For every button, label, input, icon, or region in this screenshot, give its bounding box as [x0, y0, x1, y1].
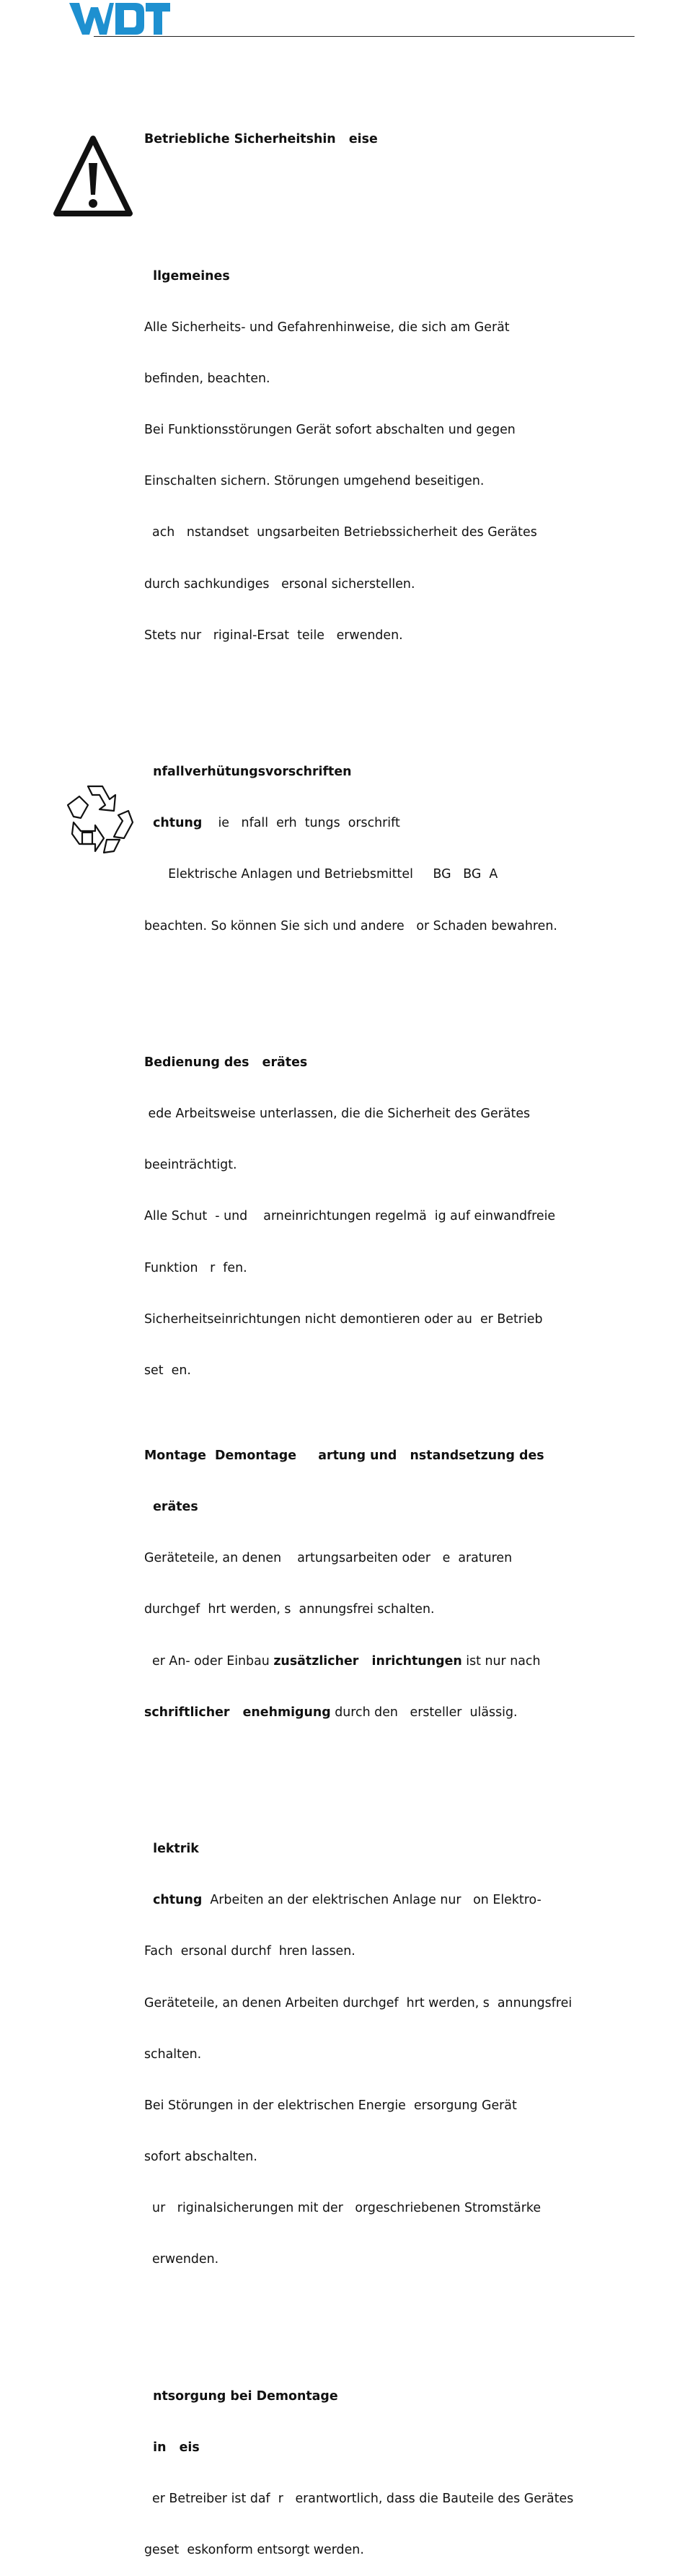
paragraph-line: Geräteteile, an denen Arbeiten durchgef hrt werden, s annungsfrei	[144, 1995, 573, 2010]
page-title: Betriebliche Sicherheitshin eise	[144, 132, 378, 147]
paragraph-line: erwenden.	[144, 2252, 219, 2267]
document-body	[144, 97, 649, 2576]
section-heading-unfall: nfallverhütungsvorschriften	[144, 765, 352, 780]
paragraph-line: Alle Schut - und arneinrichtungen regelmä ig auf einwandfreie	[144, 1209, 556, 1224]
section-heading-entsorgung: ntsorgung bei Demontage	[144, 2388, 338, 2404]
paragraph-line: sofort abschalten.	[144, 2149, 257, 2164]
paragraph-line: geset eskonform entsorgt werden.	[144, 2542, 364, 2557]
header-rule	[94, 36, 635, 37]
paragraph-line: Fach ersonal durchf hren lassen.	[144, 1944, 355, 1959]
paragraph-line: befinden, beachten.	[144, 372, 270, 387]
warning-triangle-icon	[52, 134, 134, 219]
paragraph-line: schalten.	[144, 2047, 202, 2062]
paragraph-line: Alle Sicherheits- und Gefahrenhinweise, die sich am Gerät	[144, 320, 510, 335]
paragraph-line: Funktion r fen.	[144, 1260, 247, 1275]
paragraph-line: schriftlicher enehmigung durch den ersteller ulässig.	[144, 1705, 518, 1720]
hinweis-label: in eis	[144, 2440, 200, 2455]
section-heading-elektrik: lektrik	[144, 1842, 199, 1857]
paragraph-line: Bei Störungen in der elektrischen Energie ersorgung Gerät	[144, 2098, 517, 2113]
paragraph-line: Sicherheitseinrichtungen nicht demontieren oder au er Betrieb	[144, 1311, 543, 1327]
section-heading-montage-cont: erätes	[144, 1500, 198, 1515]
paragraph-line: Geräteteile, an denen artungsarbeiten oder e araturen	[144, 1551, 513, 1566]
recycle-icon	[66, 781, 134, 856]
paragraph-line: ur riginalsicherungen mit der orgeschriebenen Stromstärke	[144, 2200, 542, 2215]
paragraph-line: er An- oder Einbau zusätzlicher inrichtungen ist nur nach	[144, 1653, 541, 1669]
paragraph-line: ede Arbeitsweise unterlassen, die die Sicherheit des Gerätes	[144, 1107, 531, 1122]
section-heading-allgemeines: llgemeines	[144, 269, 230, 283]
paragraph-line: beachten. So können Sie sich und andere or Schaden bewahren.	[144, 918, 557, 933]
paragraph-line: ach nstandset ungsarbeiten Betriebssicherheit des Gerätes	[144, 525, 537, 540]
paragraph-line: Elektrische Anlagen und Betriebsmittel BG BG A	[144, 867, 498, 882]
wdt-logo	[69, 1, 170, 36]
section-heading-montage: Montage Demontage artung und nstandsetzung des	[144, 1449, 544, 1464]
achtung-line: chtung ie nfall erh tungs orschrift	[144, 816, 400, 831]
paragraph-line: er Betreiber ist daf r erantwortlich, dass die Bauteile des Gerätes	[144, 2491, 574, 2506]
achtung-line: chtung Arbeiten an der elektrischen Anlage nur on Elektro-	[144, 1893, 542, 1908]
paragraph-line: durch sachkundiges ersonal sicherstellen.	[144, 576, 415, 592]
paragraph-line: Stets nur riginal-Ersat teile erwenden.	[144, 628, 403, 643]
paragraph-line: beeinträchtigt.	[144, 1158, 237, 1173]
paragraph-line: Einschalten sichern. Störungen umgehend beseitigen.	[144, 474, 485, 489]
paragraph-line: Bei Funktionsstörungen Gerät sofort abschalten und gegen	[144, 423, 516, 438]
section-heading-bedienung: Bedienung des erätes	[144, 1055, 308, 1071]
paragraph-line: durchgef hrt werden, s annungsfrei schalten.	[144, 1602, 435, 1617]
paragraph-line: set en.	[144, 1363, 191, 1378]
